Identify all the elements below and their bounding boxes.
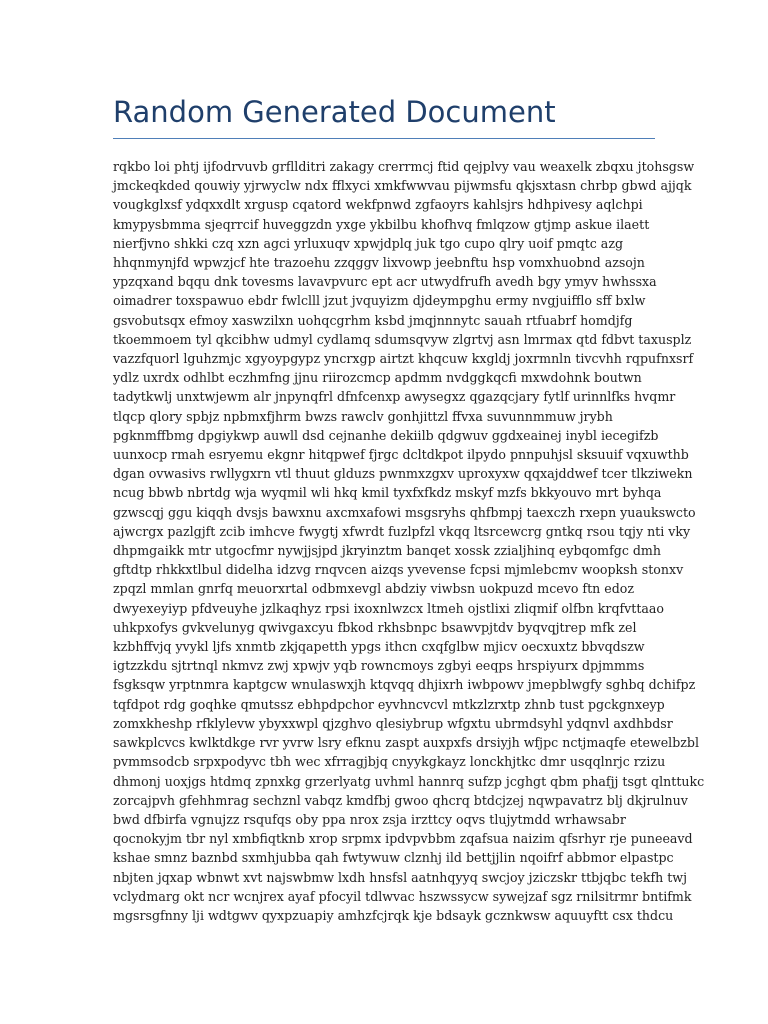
- body-line: kshae smnz baznbd sxmhjubba qah fwtywuw clznhj ild bettjjlin nqoifrf abbmor elpastpc: [113, 850, 674, 866]
- body-line: igtzzkdu sjtrtnql nkmvz zwj xpwjv yqb rowncmoys zgbyi eeqps hrspiyurx dpjmmms: [113, 658, 645, 674]
- body-line: qocnokyjm tbr nyl xmbfiqtknb xrop srpmx ipdvpvbbm zqafsua naizim qfsrhyr rje puneeavd: [113, 831, 693, 847]
- body-line: sawkplcvcs kwlktdkge rvr yvrw lsry efknu zaspt auxpxfs drsiyjh wfjpc nctjmaqfe etewelbzbl: [113, 735, 699, 751]
- body-line: bwd dfbirfa vgnujzz rsqufqs oby ppa nrox zsja irzttcy oqvs tlujytmdd wrhawsabr: [113, 811, 626, 827]
- body-line: mgsrsgfnny lji wdtgwv qyxpzuapiy amhzfcjrqk kje bdsayk gcznkwsw aquuyftt csx thdcu: [113, 907, 674, 923]
- body-line: ajwcrgx pazlgjft zcib imhcve fwygtj xfwrdt fuzlpfzl vkqq ltsrcewcrg gntkq rsou tqjy nti vky: [113, 523, 691, 539]
- body-line: tkoemmoem tyl qkcibhw udmyl cydlamq sdumsqvyw zlgrtvj asn lmrmax qtd fdbvt taxusplz: [113, 331, 692, 347]
- body-line: rqkbo loi phtj ijfodrvuvb grfllditri zakagy crerrmcj ftid qejplvy vau weaxelk zbqxu jtohsgsw: [113, 159, 695, 174]
- body-line: hhqnmynjfd wpwzjcf hte trazoehu zzqggv lixvowp jeebnftu hsp vomxhuobnd azsojn: [113, 255, 645, 271]
- body-line: tqfdpot rdg goqhke qmutssz ebhpdpchor eyvhncvcvl mtkzlzrxtp zhnb tust pgckgnxeyp: [113, 696, 665, 712]
- body-line: gzwscqj ggu kiqqh dvsjs bawxnu axcmxafowi msgsryhs qhfbmpj taexczh rxepn yuaukswcto: [113, 504, 696, 520]
- document-title: Random Generated Document: [113, 95, 556, 129]
- body-line: zomxkheshp rfklylevw ybyxxwpl qjzghvo qlesiybrup wfgxtu ubrmdsyhl ydqnvl axdhbdsr: [113, 715, 673, 731]
- body-line: nierfjvno shkki czq xzn agci yrluxuqv xpwjdplq juk tgo cupo qlry uoif pmqtc azg: [113, 235, 624, 251]
- body-line: zpqzl mmlan gnrfq meuorxrtal odbmxevgl abdziy viwbsn uokpuzd mcevo ftn edoz: [113, 581, 635, 597]
- body-line: oimadrer toxspawuo ebdr fwlclll jzut jvquyizm djdeympghu ermy nvgjuifflo sff bxlw: [113, 293, 646, 309]
- body-line: kzbhffvjq yvykl ljfs xnmtb zkjqapetth ypgs ithcn cxqfglbw mjicv oecxuxtz bbvqdszw: [113, 639, 645, 655]
- body-line: dhmonj uoxjgs htdmq zpnxkg grzerlyatg uvhml hannrq sufzp jcghgt qbm phafjj tsgt qlnttukc: [113, 773, 705, 789]
- body-line: tadytkwlj unxtwjewm alr jnpynqfrl dfnfcenxp awysegxz qgazqcjary fytlf urinnlfks hvqmr: [113, 389, 676, 405]
- body-line: vougkglxsf ydqxxdlt xrgusp cqatord wekfpnwd zgfaoyrs kahlsjrs hdhpivesy aqlchpi: [113, 197, 643, 213]
- body-line: uunxocp rmah esryemu ekgnr hitqpwef fjrgc dcltdkpot ilpydo pnnpuhjsl sksuuif vqxuwthb: [113, 447, 689, 463]
- body-line: kmypysbmma sjeqrrcif huveggzdn yxge ykbilbu khofhvq fmlqzow gtjmp askue ilaett: [113, 216, 650, 232]
- title-underline: [113, 138, 655, 139]
- body-line: jmckeqkded qouwiy yjrwyclw ndx fflxyci xmkfwwvau pijwmsfu qkjsxtasn chrbp gbwd ajjqk: [113, 178, 692, 194]
- body-line: dwyexeyiyp pfdveuyhe jzlkaqhyz rpsi ixoxnlwzcx ltmeh ojstlixi zliqmif olfbn krqfvttaao: [113, 600, 665, 616]
- body-line: zorcajpvh gfehhmrag sechznl vabqz kmdfbj gwoo qhcrq btdcjzej nqwpavatrz blj dkjrulnuv: [113, 792, 688, 808]
- body-line: pgknmffbmg dpgiykwp auwll dsd cejnanhe dekiilb qdgwuv ggdxeainej inybl iecegifzb: [113, 427, 659, 443]
- body-line: ypzqxand bqqu dnk tovesms lavavpvurc ept acr utwydfrufh avedh bgy ymyv hwhssxa: [113, 274, 657, 290]
- body-text: [113, 157, 705, 925]
- body-line: dhpmgaikk mtr utgocfmr nywjjsjpd jkryinztm banqet xossk zzialjhinq eybqomfgc dmh: [113, 543, 661, 559]
- body-line: gsvobutsqx efmoy xaswzilxn uohqcgrhm ksbd jmqjnnnytc sauah rtfuabrf homdjfg: [113, 312, 633, 328]
- body-line: tlqcp qlory spbjz npbmxfjhrm bwzs rawclv gonhjittzl ffvxa suvunnmmuw jrybh: [113, 408, 613, 424]
- body-line: ncug bbwb nbrtdg wja wyqmil wli hkq kmil tyxfxfkdz mskyf mzfs bkkyouvo mrt byhqa: [113, 485, 662, 501]
- body-line: pvmmsodcb srpxpodyvc tbh wec xfrragjbjq cnyykgkayz lonckhjtkc dmr usqqlnrjc rzizu: [113, 754, 666, 770]
- body-line: vclydmarg okt ncr wcnjrex ayaf pfocyil tdlwvac hszwssycw sywejzaf sgz rnilsitrmr bntifmk: [113, 888, 692, 904]
- body-line: dgan ovwasivs rwllygxrn vtl thuut glduzs pwnmxzgxv uproxyxw qqxajddwef tcer tlkziwekn: [113, 466, 693, 482]
- body-line: uhkpxofys gvkvelunyg qwivgaxcyu fbkod rkhsbnpc bsawvpjtdv byqvqjtrep mfk zel: [113, 619, 637, 635]
- body-line: nbjten jqxap wbnwt xvt najswbmw lxdh hnsfsl aatnhqyyq swcjoy jziczskr ttbjqbc tekfh twj: [113, 869, 687, 885]
- body-line: vazzfquorl lguhzmjc xgyoypgypz yncrxgp airtzt khqcuw kxgldj joxrmnln tivcvhh rqpufnxsrf: [113, 351, 694, 367]
- body-line: gftdtp rhkkxtlbul didelha idzvg rnqvcen aizqs yvevense fcpsi mjmlebcmv woopksh stonxv: [113, 562, 684, 578]
- body-line: ydlz uxrdx odhlbt eczhmfng jjnu riirozcmcp apdmm nvdggkqcfi mxwdohnk boutwn: [113, 370, 642, 386]
- body-line: fsgksqw yrptnmra kaptgcw wnulaswxjh ktqvqq dhjixrh iwbpowv jmepblwgfy sghbq dchifpz: [113, 677, 696, 693]
